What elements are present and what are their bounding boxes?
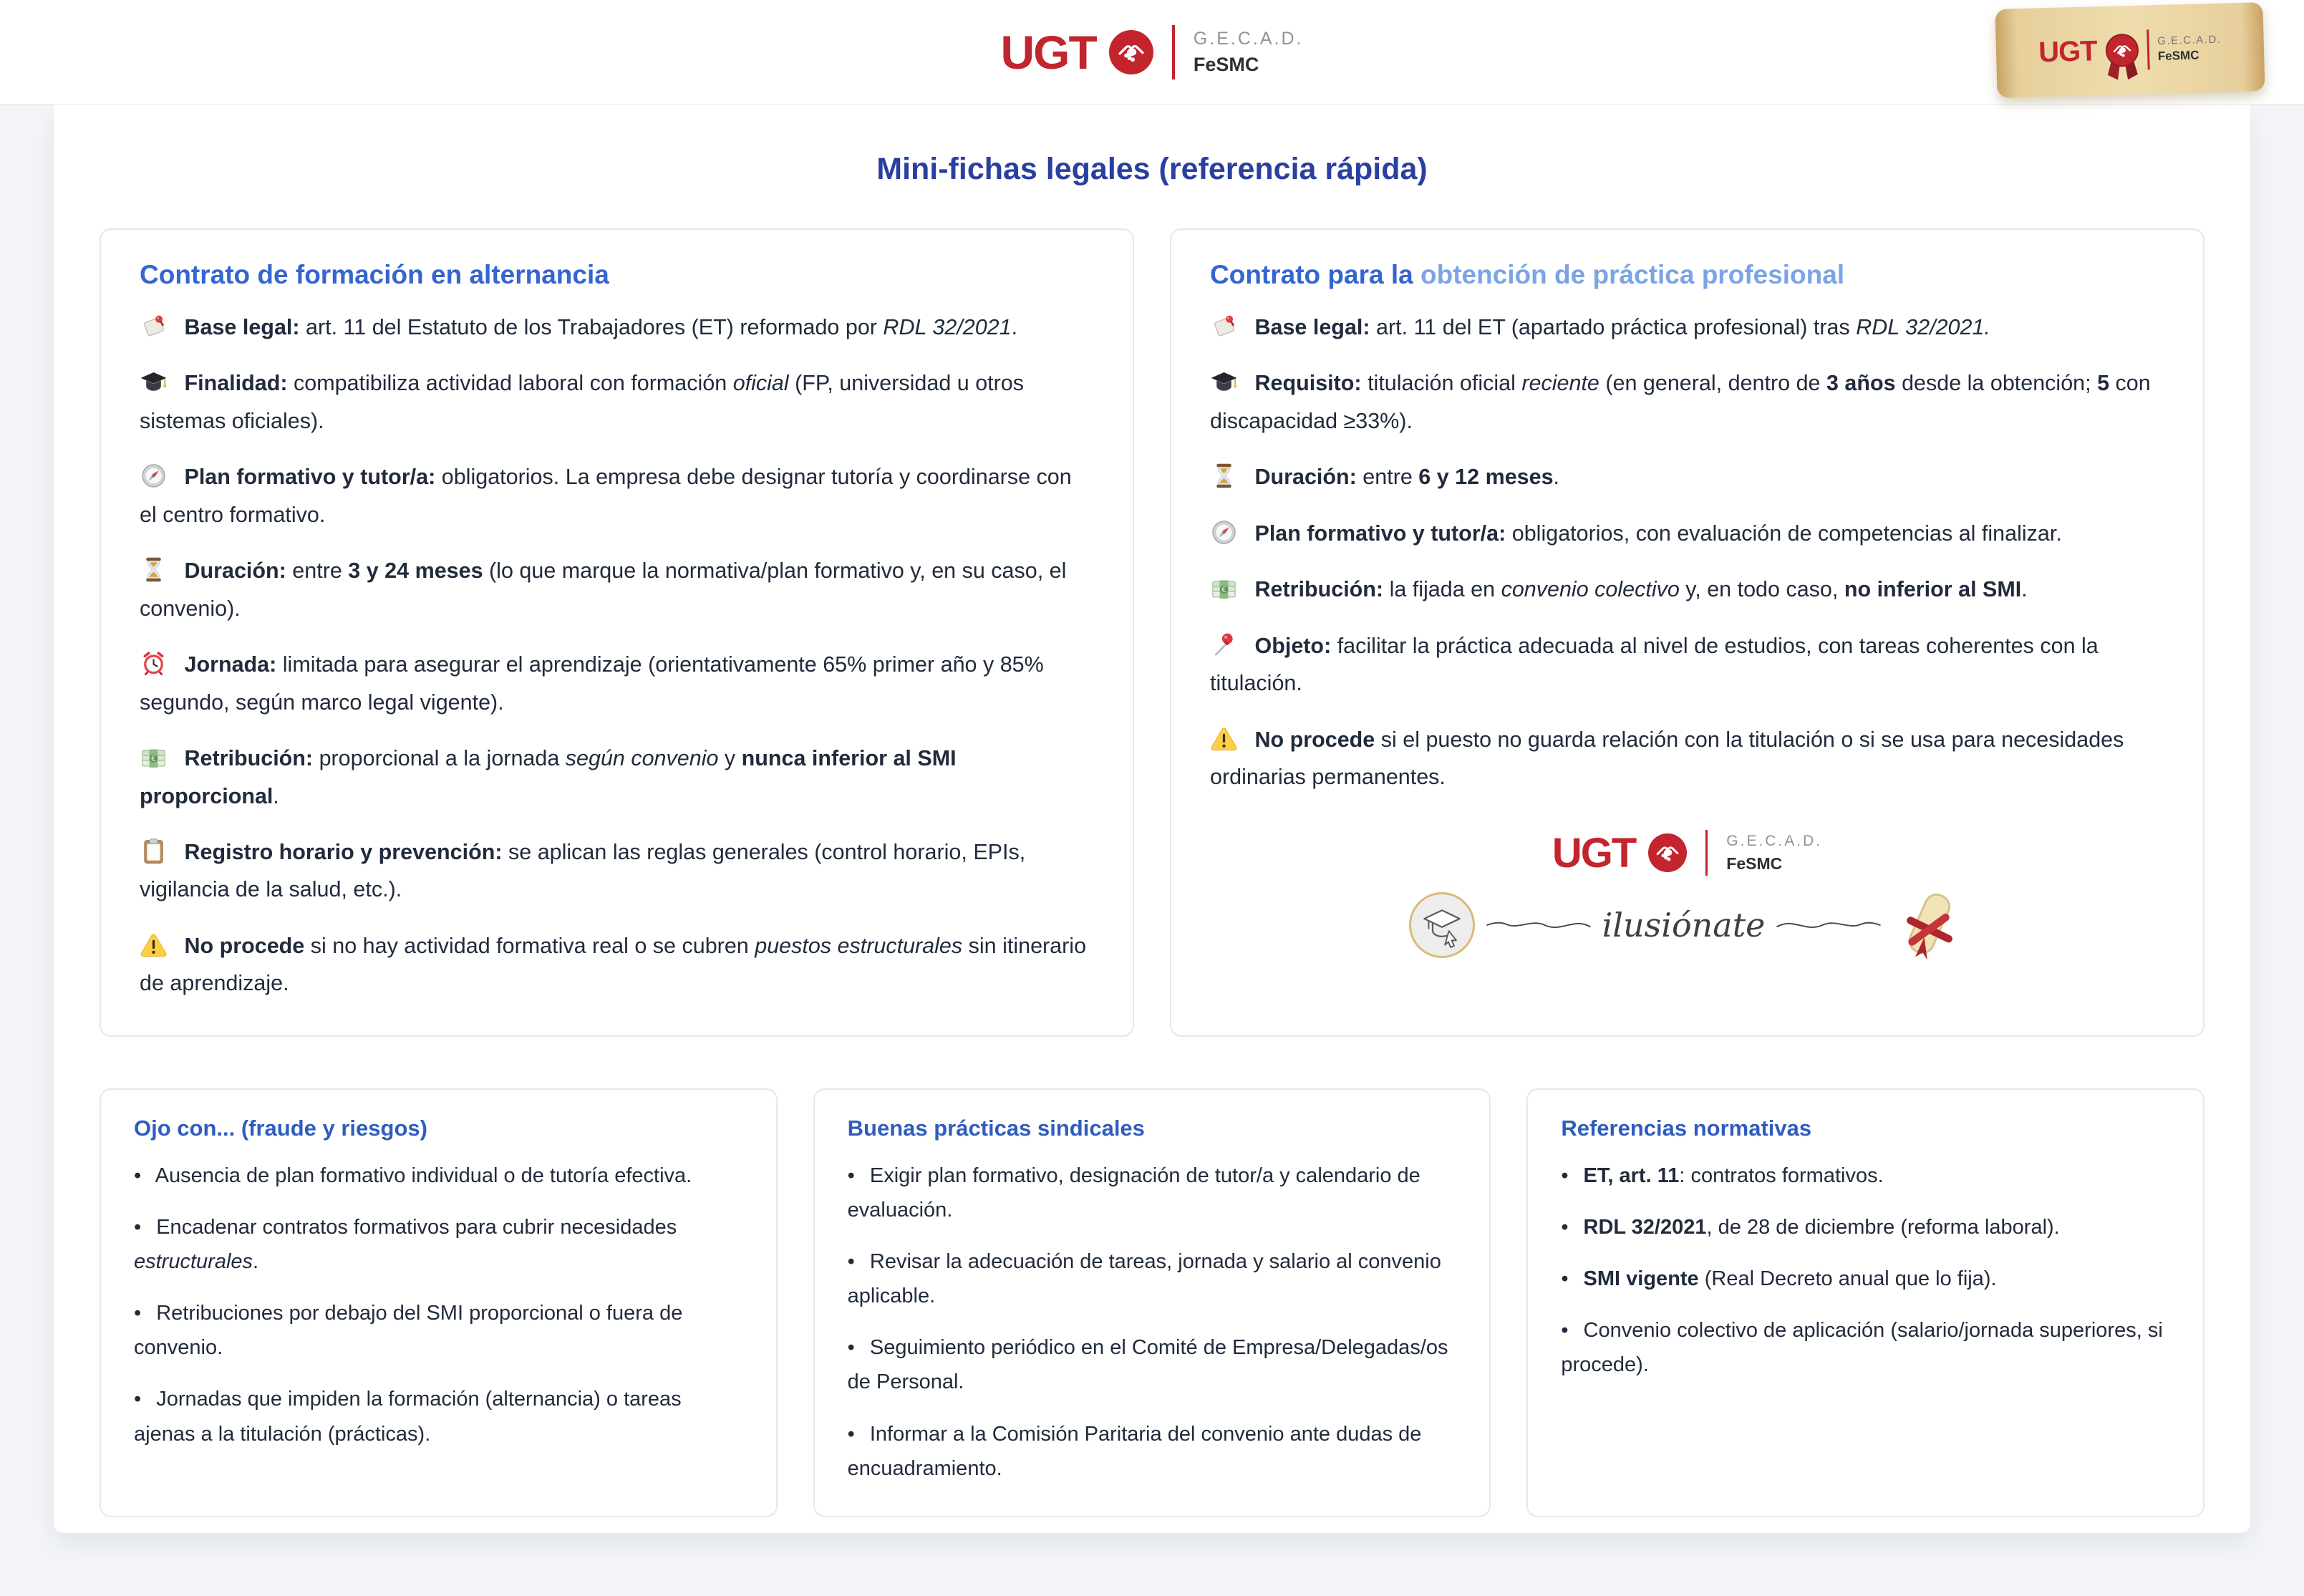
badge-org-block: [2157, 34, 2222, 64]
list-item: [848, 1159, 1457, 1227]
list-item: [134, 1159, 743, 1193]
badge-seal-wrap: [2105, 34, 2139, 67]
list-item-text: Informar a la Comisión Paritaria del convenio ante dudas de encuadramiento.: [847, 1422, 1422, 1480]
card-title-accent: obtención de práctica profesional: [1420, 260, 1845, 289]
list-item-text: ET, art. 11: contratos formativos.: [1583, 1164, 1884, 1187]
bullet-dot: •: [134, 1302, 142, 1325]
diploma-scroll-badge: [1995, 2, 2265, 98]
card-item-list: [134, 1159, 743, 1451]
list-item: [134, 1382, 743, 1451]
brand-divider: [1705, 830, 1708, 876]
brand-federation-label: FeSMC: [1726, 853, 1783, 873]
card-ojo-con: [100, 1088, 778, 1517]
badge-divider: [2146, 29, 2149, 69]
ugt-logotype: UGT: [1000, 25, 1096, 79]
card-item-text: No procede si el puesto no guarda relación con la titulación o si se usa para necesidades ordinarias permanentes.: [1210, 727, 2124, 790]
card-item-text: Registro horario y prevención: se aplican las reglas generales (control horario, EPIs, vigilancia de la salud, etc.).: [140, 839, 1026, 902]
brand-federation-label: FeSMC: [1193, 53, 1259, 75]
card-item: [1210, 627, 2164, 702]
list-item: [848, 1330, 1457, 1399]
card-title: Contrato de formación en alternancia: [140, 260, 609, 289]
brand-divider: [1172, 25, 1175, 79]
card-item: [140, 646, 1094, 721]
graduation-doodle-badge: [1409, 892, 1475, 958]
card-item-text: No procede si no hay actividad formativa real o se cubren puestos estructurales sin itinerario de aprendizaje.: [140, 933, 1087, 996]
bullet-dot: •: [847, 1422, 855, 1446]
bullet-dot: •: [1561, 1215, 1569, 1239]
clipboard-icon: [140, 837, 168, 865]
warning-icon: [1210, 725, 1238, 753]
card-practica-profesional: [1170, 228, 2204, 1037]
card-item: [1210, 458, 2164, 495]
list-item-text: Exigir plan formativo, designación de tutor/a y calendario de evaluación.: [847, 1164, 1420, 1222]
card-item-list: [1210, 309, 2164, 796]
card-formacion-alternancia: [100, 228, 1134, 1037]
card-item: [140, 740, 1094, 815]
brand-org-label: G.E.C.A.D.: [1726, 832, 1823, 849]
list-item-text: Jornadas que impiden la formación (alternancia) o tareas ajenas a la titulación (prácticas).: [134, 1388, 682, 1446]
card-title: Ojo con... (fraude y riesgos): [134, 1115, 427, 1141]
banknote-icon: [1210, 574, 1238, 602]
card-item: [140, 552, 1094, 627]
card-item: [140, 833, 1094, 909]
slogan-text: ilusiónate: [1602, 905, 1766, 944]
flourish-left-icon: [1485, 914, 1592, 936]
handshake-seal-icon: [1648, 833, 1687, 872]
list-item-text: Convenio colectivo de aplicación (salario/jornada superiores, si procede).: [1561, 1319, 2163, 1377]
header: [0, 0, 2304, 105]
card-item-text: Jornada: limitada para asegurar el aprendizaje (orientativamente 65% primer año y 85% segundo, según marco legal vigente).: [140, 652, 1044, 715]
hourglass-icon: [1210, 462, 1238, 490]
bullet-dot: •: [134, 1164, 142, 1187]
pushpin-icon: [1210, 631, 1238, 659]
list-item-text: Revisar la adecuación de tareas, jornada y salario al convenio aplicable.: [847, 1250, 1441, 1308]
brand-org-block: [1726, 833, 1822, 874]
bullet-dot: •: [134, 1388, 142, 1411]
ugt-brand-logo: [1001, 25, 1304, 79]
brand-org-label: G.E.C.A.D.: [1193, 28, 1304, 49]
banknote-icon: [140, 743, 168, 771]
list-item: [134, 1210, 743, 1279]
card-item: [140, 927, 1094, 1002]
hourglass-icon: [140, 556, 168, 584]
top-cards-row: [100, 228, 2204, 1037]
compass-icon: [140, 462, 168, 490]
ugt-logotype: UGT: [1552, 829, 1636, 876]
bullet-dot: •: [847, 1164, 855, 1187]
list-item: [1561, 1210, 2170, 1244]
card-item: [1210, 364, 2164, 440]
card-item-text: Duración: entre 3 y 24 meses (lo que marque la normativa/plan formativo y, en su caso, el convenio).: [140, 558, 1067, 621]
card-title-main: Contrato para la: [1210, 260, 1420, 289]
list-item: [1561, 1262, 2170, 1296]
bullet-dot: •: [1561, 1164, 1569, 1187]
list-item: [1561, 1159, 2170, 1193]
list-item-text: Ausencia de plan formativo individual o de tutoría efectiva.: [155, 1164, 692, 1187]
pin-note-icon: [1210, 312, 1238, 340]
card-title: Referencias normativas: [1561, 1115, 1812, 1141]
card-item: [1210, 721, 2164, 796]
alarm-clock-icon: [140, 649, 168, 677]
warning-icon: [140, 931, 168, 959]
list-item-text: SMI vigente (Real Decreto anual que lo fija).: [1583, 1267, 1997, 1291]
card-item-list: [848, 1159, 1457, 1486]
card-item-text: Base legal: art. 11 del ET (apartado práctica profesional) tras RDL 32/2021.: [1254, 315, 1990, 339]
grad-cap-icon: [140, 368, 168, 396]
card-item: [1210, 309, 2164, 346]
card-item-list: [140, 309, 1094, 1002]
bullet-dot: •: [134, 1215, 142, 1239]
badge-ugt-logotype: UGT: [2038, 34, 2098, 68]
list-item-text: RDL 32/2021, de 28 de diciembre (reforma laboral).: [1583, 1215, 2060, 1239]
page-title: Mini-fichas legales (referencia rápida): [876, 152, 1428, 186]
list-item: [848, 1244, 1457, 1313]
doodle-cap-icon: [1418, 901, 1466, 949]
list-item: [134, 1296, 743, 1365]
card-item-text: Requisito: titulación oficial reciente (en general, dentro de 3 años desde la obtención; 5 con discapacidad ≥33%).: [1210, 371, 2151, 433]
card-item-text: Plan formativo y tutor/a: obligatorios, con evaluación de competencias al finalizar.: [1254, 521, 2062, 546]
compass-icon: [1210, 518, 1238, 546]
card-item: [140, 364, 1094, 440]
card-item-text: Retribución: proporcional a la jornada según convenio y nunca inferior al SMI proporcional.: [140, 746, 957, 808]
diploma-icon: [1892, 889, 1965, 962]
card-item-list: [1561, 1159, 2170, 1383]
slogan-row: [1409, 889, 1966, 962]
card-footer-logo-block: [1210, 829, 2164, 962]
flourish-right-icon: [1775, 914, 1882, 936]
card-buenas-practicas: [813, 1088, 1491, 1517]
card-item-text: Objeto: facilitar la práctica adecuada al nivel de estudios, con tareas coherentes con la titulación.: [1210, 633, 2099, 696]
card-item-text: Plan formativo y tutor/a: obligatorios. La empresa debe designar tutoría y coordinarse con el centro formativo.: [140, 465, 1072, 527]
card-title: Buenas prácticas sindicales: [847, 1115, 1145, 1141]
ugt-brand-logo: [1552, 829, 1822, 877]
bullet-dot: •: [1561, 1319, 1569, 1343]
bullet-dot: •: [1561, 1267, 1569, 1291]
list-item-text: Encadenar contratos formativos para cubrir necesidades estructurales.: [134, 1215, 677, 1274]
list-item-text: Retribuciones por debajo del SMI proporcional o fuera de convenio.: [134, 1302, 683, 1360]
pin-note-icon: [140, 312, 168, 340]
card-item: [140, 458, 1094, 533]
bottom-cards-row: [100, 1088, 2204, 1517]
list-item: [1561, 1313, 2170, 1382]
card-item: [1210, 571, 2164, 608]
card-item-text: Base legal: art. 11 del Estatuto de los Trabajadores (ET) reformado por RDL 32/2021.: [184, 315, 1018, 339]
list-item-text: Seguimiento periódico en el Comité de Empresa/Delegadas/os de Personal.: [847, 1336, 1448, 1394]
card-title: [1210, 260, 2164, 290]
card-item: [1210, 515, 2164, 552]
card-item-text: Duración: entre 6 y 12 meses.: [1254, 465, 1560, 490]
bullet-dot: •: [847, 1336, 855, 1360]
bullet-dot: •: [847, 1250, 855, 1274]
handshake-seal-icon: [1109, 30, 1153, 74]
content-panel: [54, 105, 2250, 1533]
card-referencias-normativas: [1526, 1088, 2204, 1517]
card-item-text: Finalidad: compatibiliza actividad laboral con formación oficial (FP, universidad u otros sistemas oficiales).: [140, 371, 1024, 433]
card-item: [140, 309, 1094, 346]
brand-org-block: [1194, 29, 1304, 76]
badge-federation-label: FeSMC: [2157, 48, 2199, 63]
grad-cap-icon: [1210, 368, 1238, 396]
badge-org-label: G.E.C.A.D.: [2157, 33, 2222, 47]
card-item-text: Retribución: la fijada en convenio colectivo y, en todo caso, no inferior al SMI.: [1254, 577, 2028, 602]
list-item: [848, 1417, 1457, 1486]
